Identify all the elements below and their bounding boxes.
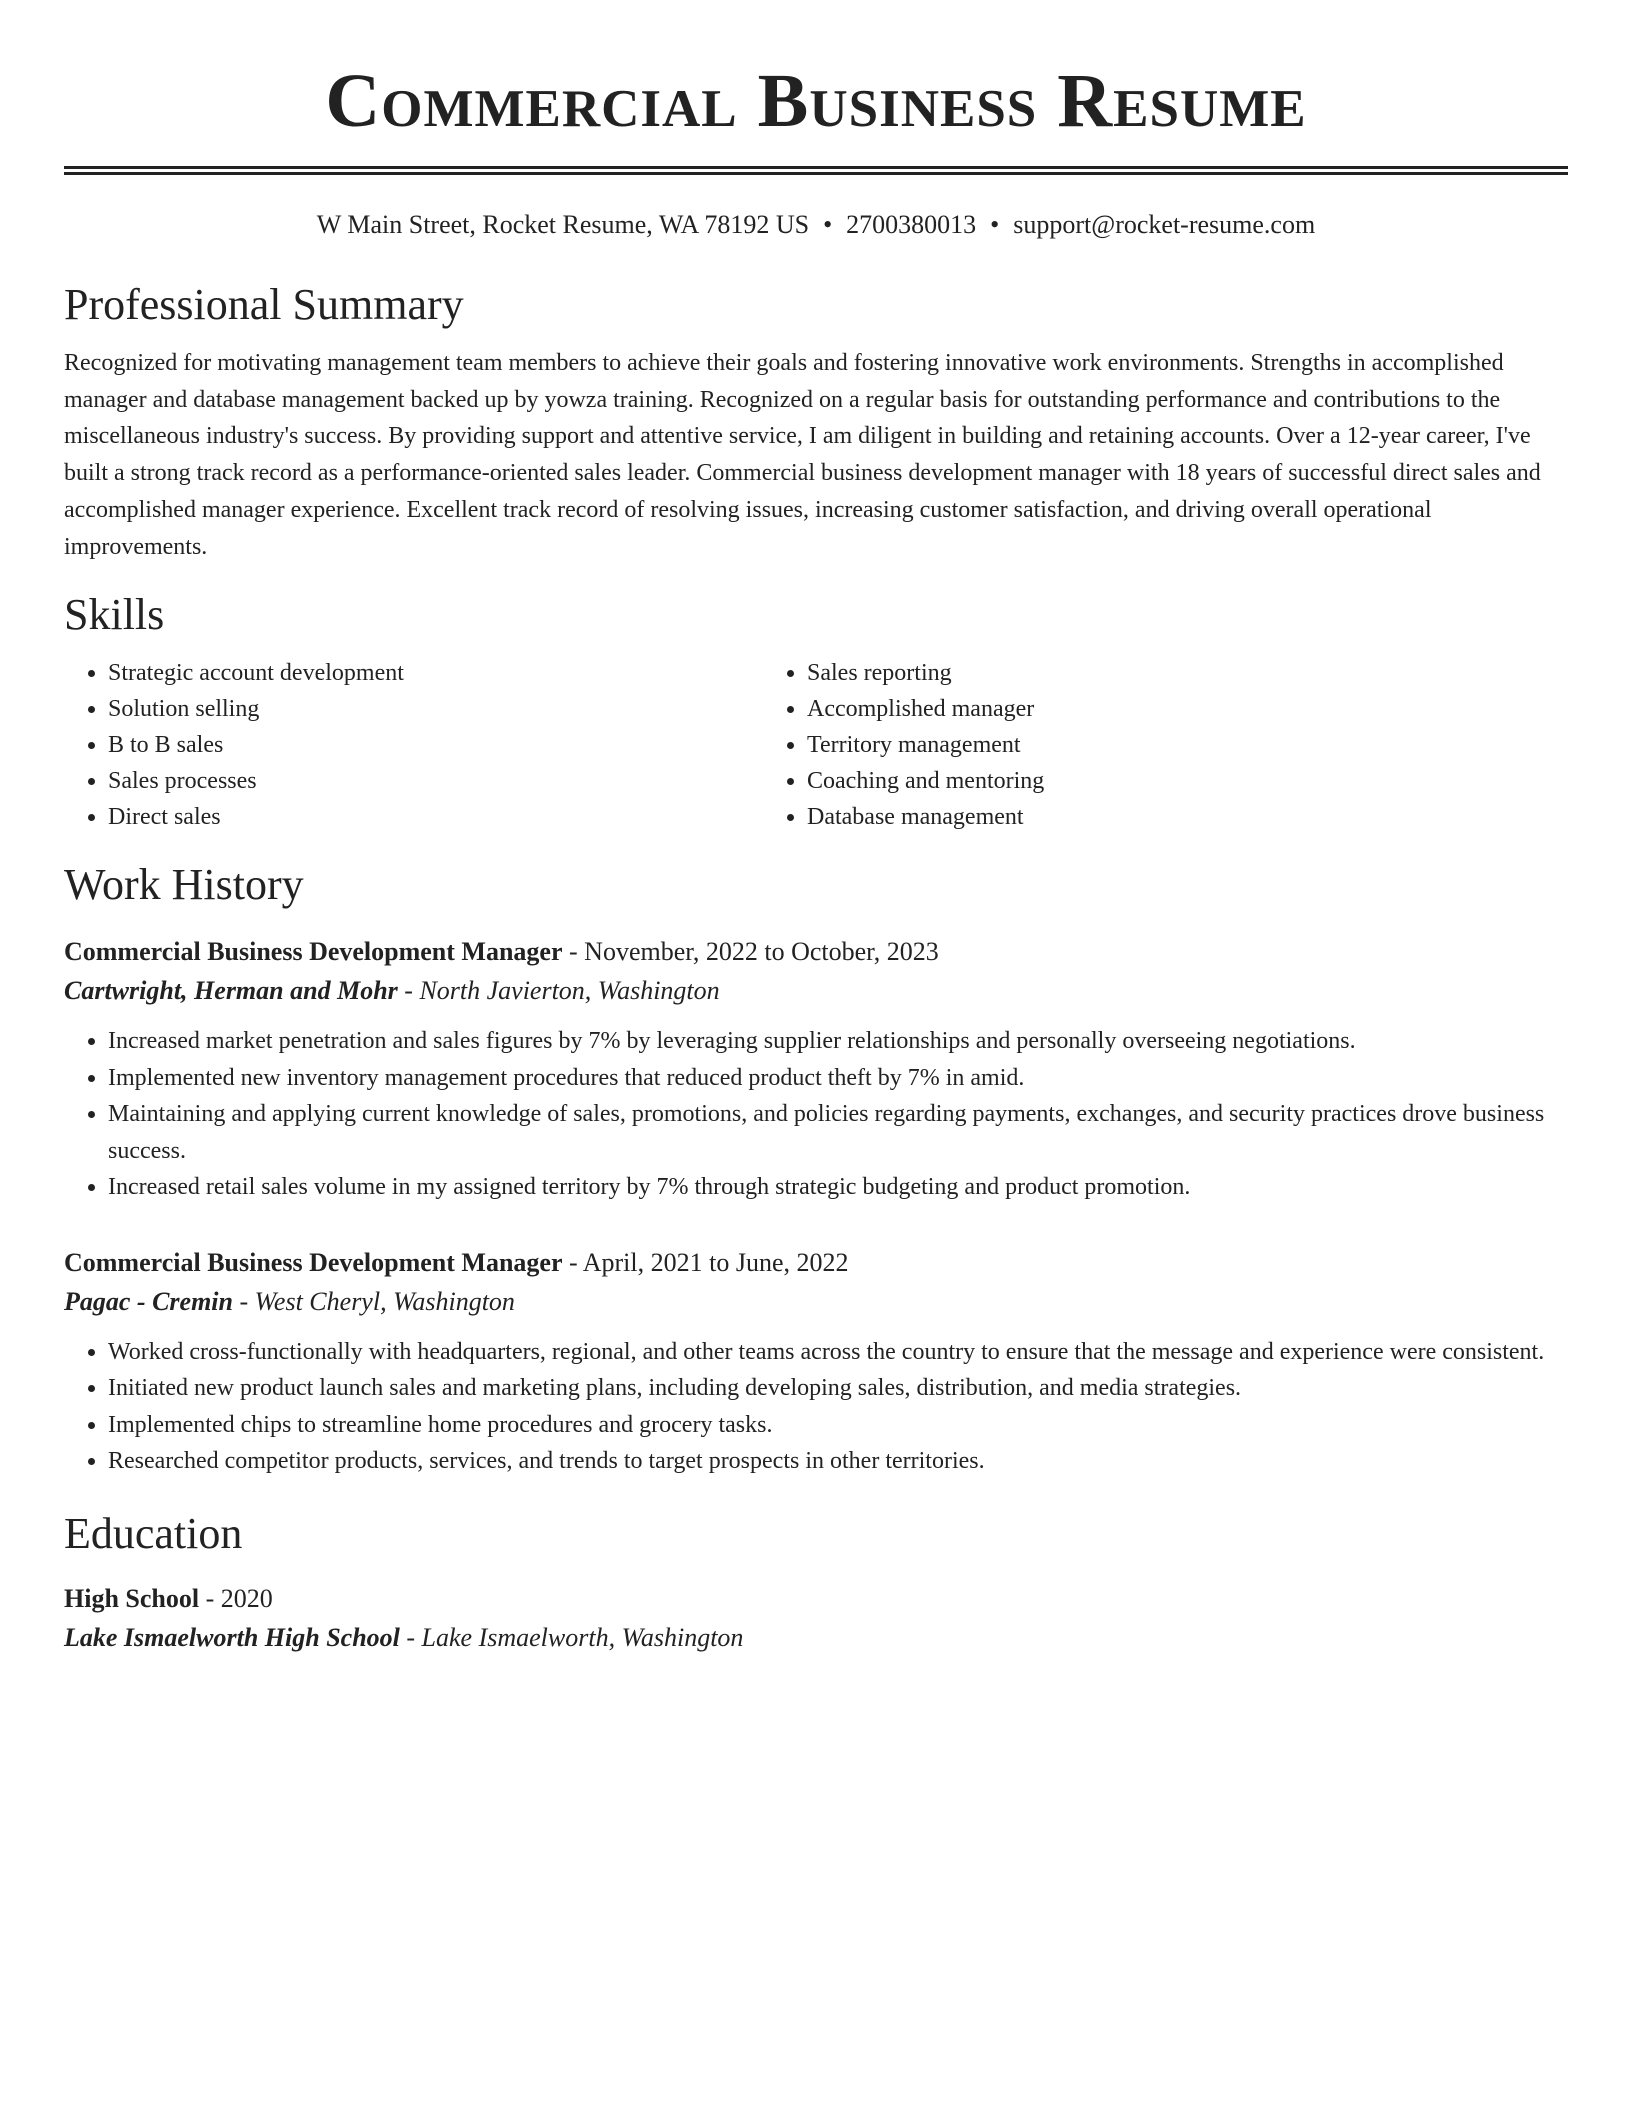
skill-item: • Solution selling bbox=[108, 691, 763, 727]
job-bullet: • Increased retail sales volume in my assigned territory by 7% through strategic budgeting and product promotion. bbox=[108, 1169, 1568, 1206]
contact-address: W Main Street, Rocket Resume, WA 78192 US bbox=[316, 210, 810, 239]
skill-item: • Coaching and mentoring bbox=[807, 763, 1563, 799]
contact-separator: • bbox=[990, 210, 1000, 239]
contact-email: support@rocket-resume.com bbox=[1013, 210, 1316, 239]
header-divider bbox=[64, 166, 1568, 175]
work-history-heading: Work History bbox=[64, 860, 304, 910]
job-bullet: • Researched competitor products, services, and trends to target prospects in other territories. bbox=[108, 1443, 1568, 1480]
job-bullets bbox=[64, 1023, 1568, 1206]
job-role: Commercial Business Development Manager bbox=[64, 937, 563, 967]
company-name: Cartwright, Herman and Mohr bbox=[64, 976, 398, 1006]
skills-heading: Skills bbox=[64, 590, 165, 640]
job-bullet: • Increased market penetration and sales figures by 7% by leveraging supplier relationships and personally overseeing negotiations. bbox=[108, 1023, 1568, 1060]
summary-text: Recognized for motivating management team members to achieve their goals and fostering innovative work environments. Strengths in accomplished manager and database management backed up by yowza training. Recognized on a regular basis for outstanding performance and contributions to the miscellaneous industry's success. By providing support and attentive service, I am diligent in building and retaining accounts. Over a 12-year career, I've built a strong track record as a performance-oriented sales leader. Commercial business development manager with 18 years of successful direct sales and accomplished manager experience. Excellent track record of resolving issues, increasing customer satisfaction, and driving overall operational improvements. bbox=[64, 350, 1541, 560]
school-name: Lake Ismaelworth High School bbox=[64, 1622, 400, 1652]
company-location: - North Javierton, Washington bbox=[397, 976, 720, 1006]
skill-item: • Sales reporting bbox=[807, 655, 1563, 691]
degree-line bbox=[64, 1580, 1568, 1618]
school-line bbox=[64, 1618, 1568, 1658]
summary-heading: Professional Summary bbox=[64, 280, 464, 329]
skill-item: • Territory management bbox=[807, 727, 1563, 763]
job-bullet: • Implemented chips to streamline home procedures and grocery tasks. bbox=[108, 1407, 1568, 1444]
resume-title: Commercial Business Resume bbox=[325, 59, 1307, 143]
company-name: Pagac - Cremin bbox=[64, 1286, 233, 1316]
degree-name: High School bbox=[64, 1583, 200, 1613]
job-dates: - November, 2022 to October, 2023 bbox=[562, 937, 939, 967]
skills-column-left bbox=[64, 655, 763, 835]
company-location: - West Cheryl, Washington bbox=[233, 1286, 515, 1316]
skills-column-right bbox=[763, 655, 1563, 835]
skill-item: • Strategic account development bbox=[108, 655, 763, 691]
skill-item: • B to B sales bbox=[108, 727, 763, 763]
job-bullets bbox=[64, 1334, 1568, 1480]
job-bullet: • Initiated new product launch sales and marketing plans, including developing sales, distribution, and media strategies. bbox=[108, 1370, 1568, 1407]
job-entry bbox=[64, 1244, 1568, 1480]
job-role: Commercial Business Development Manager bbox=[64, 1247, 563, 1277]
job-bullet: • Maintaining and applying current knowledge of sales, promotions, and policies regarding payments, exchanges, and security practices drove business success. bbox=[108, 1096, 1568, 1169]
degree-year: - 2020 bbox=[199, 1583, 273, 1613]
job-title-line bbox=[64, 1244, 1568, 1282]
job-bullet: • Implemented new inventory management procedures that reduced product theft by 7% in amid. bbox=[108, 1060, 1568, 1097]
skills-list bbox=[64, 655, 1568, 835]
company-line bbox=[64, 971, 1568, 1011]
company-line bbox=[64, 1282, 1568, 1322]
school-location: - Lake Ismaelworth, Washington bbox=[399, 1622, 744, 1652]
skill-item: • Direct sales bbox=[108, 799, 763, 835]
skill-item: • Accomplished manager bbox=[807, 691, 1563, 727]
job-bullet: • Worked cross-functionally with headquarters, regional, and other teams across the country to ensure that the message and experience were consistent. bbox=[108, 1334, 1568, 1371]
contact-separator: • bbox=[823, 210, 833, 239]
contact-phone: 2700380013 bbox=[846, 210, 977, 239]
job-title-line bbox=[64, 933, 1568, 971]
job-entry bbox=[64, 933, 1568, 1206]
skill-item: • Sales processes bbox=[108, 763, 763, 799]
contact-line bbox=[64, 209, 1568, 241]
education-heading: Education bbox=[64, 1508, 243, 1558]
job-dates: - April, 2021 to June, 2022 bbox=[562, 1247, 849, 1277]
skill-item: • Database management bbox=[807, 799, 1563, 835]
education-entry bbox=[64, 1580, 1568, 1658]
